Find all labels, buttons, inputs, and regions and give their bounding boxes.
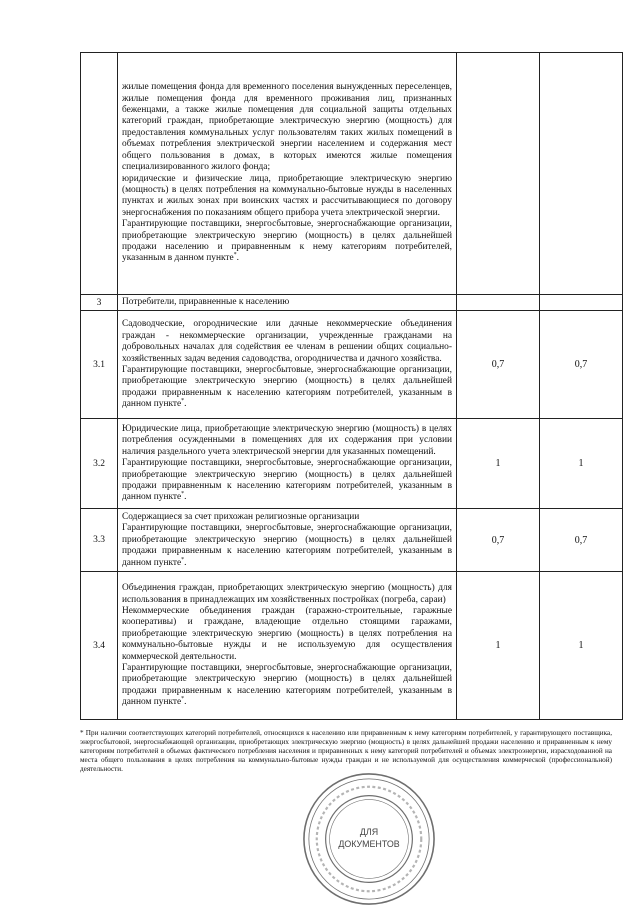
value-column-1: 1 <box>457 419 540 509</box>
round-stamp <box>300 770 438 908</box>
row-number: 3.1 <box>81 311 118 419</box>
description-paragraph: Гарантирующие поставщики, энергосбытовые, энергоснабжающие организации, приобретающие электрическую энергию (мощность) в целях дальнейшей продажи приравненным к населению категориям потребителей, указанным в данном пункте*. <box>122 364 452 410</box>
row-description <box>118 311 457 419</box>
value-column-1: 0,7 <box>457 509 540 572</box>
value-column-2: 1 <box>540 419 623 509</box>
footnote-marker: * <box>233 252 237 259</box>
description-paragraph <box>122 297 452 308</box>
description-paragraph <box>122 319 452 365</box>
row-description <box>118 419 457 509</box>
paragraph-text: Гарантирующие поставщики, энергосбытовые, энергоснабжающие организации, приобретающие электрическую энергию (мощность) в целях дальнейшей продажи приравненным к населению категориям потребителей, указанным в данном пункте <box>122 458 452 503</box>
footnote-marker: * <box>181 398 185 404</box>
stamp-text-line2: ДОКУМЕНТОВ <box>338 838 400 849</box>
table-row <box>81 295 623 311</box>
row-description <box>118 509 457 572</box>
footnote-marker: * <box>181 696 185 703</box>
paragraph-text: Некоммерческие объединения граждан (гаражно-строительные, гаражные кооперативы) и граждане, владеющие отдельно стоящими гаражами, приобретающие электрическую энергию (мощность) в целях потребления на коммунально-бытовые нужды и не используемую для осуществления коммерческой деятельности. <box>122 605 452 662</box>
paragraph-text: Гарантирующие поставщики, энергосбытовые, энергоснабжающие организации, приобретающие электрическую энергию (мощность) в целях дальнейшей продажи приравненным к населению категориям потребителей, указанным в данном пункте <box>122 663 452 708</box>
description-paragraph <box>122 424 452 458</box>
row-number <box>81 53 118 295</box>
value-column-1: 1 <box>457 572 540 720</box>
paragraph-text: Юридические лица, приобретающие электрическую энергию (мощность) в целях потребления осужденными в помещениях для их содержания при условии наличия раздельного учета электрической энергии для указанных помещений. <box>122 423 452 457</box>
table-row <box>81 419 623 509</box>
footnote-marker: * <box>181 491 185 498</box>
value-column-2: 0,7 <box>540 509 623 572</box>
row-description <box>118 53 457 295</box>
footnote-marker: * <box>181 556 185 563</box>
paragraph-text: Объединения граждан, приобретающих электрическую энергию (мощность) для использования в принадлежащих им хозяйственных постройках (погреба, сараи) <box>122 583 452 605</box>
paragraph-text: Гарантирующие поставщики, энергосбытовые, энергоснабжающие организации, приобретающие электрическую энергию (мощность) в целях дальнейшей продажи приравненным к населению категориям потребителей, указанным в данном пункте <box>122 523 452 568</box>
description-paragraph: Гарантирующие поставщики, энергосбытовые, энергоснабжающие организации, приобретающие электрическую энергию (мощность) в целях дальнейшей продажи приравненным к населению категориям потребителей, указанным в данном пункте*. <box>122 523 452 568</box>
description-paragraph <box>122 82 452 173</box>
paragraph-text: Гарантирующие поставщики, энергосбытовые, энергоснабжающие организации, приобретающие электрическую энергию (мощность) в целях дальнейшей продажи приравненным к населению категориям потребителей, указанным в данном пункте <box>122 364 452 410</box>
stamp-text-line1: ДЛЯ <box>359 827 379 838</box>
row-description <box>118 572 457 720</box>
paragraph-text: жилые помещения фонда для временного поселения вынужденных переселенцев, жилые помещения фонда для временного проживания лиц, признанных беженцами, а также жилые помещения для социальной защиты отдельных категорий граждан, приобретающие электрическую энергию (мощность) для предоставления коммунальных услуг пользователям таких жилых помещений в объемах потребления электрической энергии населением и содержания мест общего пользования в домах, в которых имеются жилые помещения специализированного жилого фонда; <box>122 82 452 173</box>
description-paragraph <box>122 174 452 220</box>
paragraph-text: Садоводческие, огороднические или дачные некоммерческие объединения граждан - некоммерческие организации, учрежденные гражданами на добровольных началах для содействия ее членам в решении общих социально-хозяйственных задач ведения садоводства, огородничества и дачного хозяйства. <box>122 319 452 364</box>
value-column-2 <box>540 53 623 295</box>
row-description <box>118 295 457 311</box>
tariff-table-body <box>81 53 623 720</box>
tariff-table <box>80 52 623 720</box>
row-number: 3 <box>81 295 118 311</box>
value-column-1: 0,7 <box>457 311 540 419</box>
table-row <box>81 572 623 720</box>
value-column-2: 1 <box>540 572 623 720</box>
paragraph-text: юридические и физические лица, приобретающие электрическую энергию (мощность) в целях потребления на коммунально-бытовые нужды в населенных пунктах и жилых зонах при воинских частях и рассчитывающиеся по договору энергоснабжения по показаниям общего прибора учета электрической энергии. <box>122 173 452 218</box>
description-paragraph: Гарантирующие поставщики, энергосбытовые, энергоснабжающие организации, приобретающие электрическую энергию (мощность) в целях дальнейшей продажи приравненным к населению категориям потребителей, указанным в данном пункте*. <box>122 458 452 503</box>
value-column-1 <box>457 53 540 295</box>
table-row <box>81 509 623 572</box>
value-column-2 <box>540 295 623 311</box>
description-paragraph: Гарантирующие поставщики, энергосбытовые, энергоснабжающие организации, приобретающие электрическую энергию (мощность) в целях дальнейшей продажи приравненным к населению категориям потребителей, указанным в данном пункте*. <box>122 663 452 708</box>
value-column-2: 0,7 <box>540 311 623 419</box>
row-number: 3.2 <box>81 419 118 509</box>
description-paragraph <box>122 512 452 523</box>
table-row <box>81 311 623 419</box>
row-number: 3.4 <box>81 572 118 720</box>
paragraph-text: Потребители, приравненные к населению <box>122 297 290 307</box>
paragraph-text: Гарантирующие поставщики, энергосбытовые, энергоснабжающие организации, приобретающие электрическую энергию (мощность) в целях дальнейшей продажи населению и приравненным к нему категориям потребителей, указанным в данном пункте <box>122 219 452 264</box>
description-paragraph <box>122 606 452 663</box>
table-row <box>81 53 623 295</box>
value-column-1 <box>457 295 540 311</box>
paragraph-text: Содержащиеся за счет прихожан религиозные организации <box>122 511 360 522</box>
footnote: * При наличии соответствующих категорий потребителей, относящихся к населению или приравненным к нему категориям потребителей, у гарантирующего поставщика, энергосбытовой, энергоснабжающей организации, приобретающих электрическую энергию (мощность) в целях дальнейшей продажи населению и приравненным к нему категориям потребителей в объемах фактического потребления населения и приравненных к нему категорий потребителей и объемах электроэнергии, израсходованной на места общего пользования в целях потребления на коммунально-бытовые нужды граждан и не используемой для осуществления коммерческой (профессиональной) деятельности. <box>80 729 612 774</box>
row-number: 3.3 <box>81 509 118 572</box>
description-paragraph <box>122 583 452 606</box>
description-paragraph: Гарантирующие поставщики, энергосбытовые, энергоснабжающие организации, приобретающие электрическую энергию (мощность) в целях дальнейшей продажи населению и приравненным к нему категориям потребителей, указанным в данном пункте*. <box>122 219 452 264</box>
